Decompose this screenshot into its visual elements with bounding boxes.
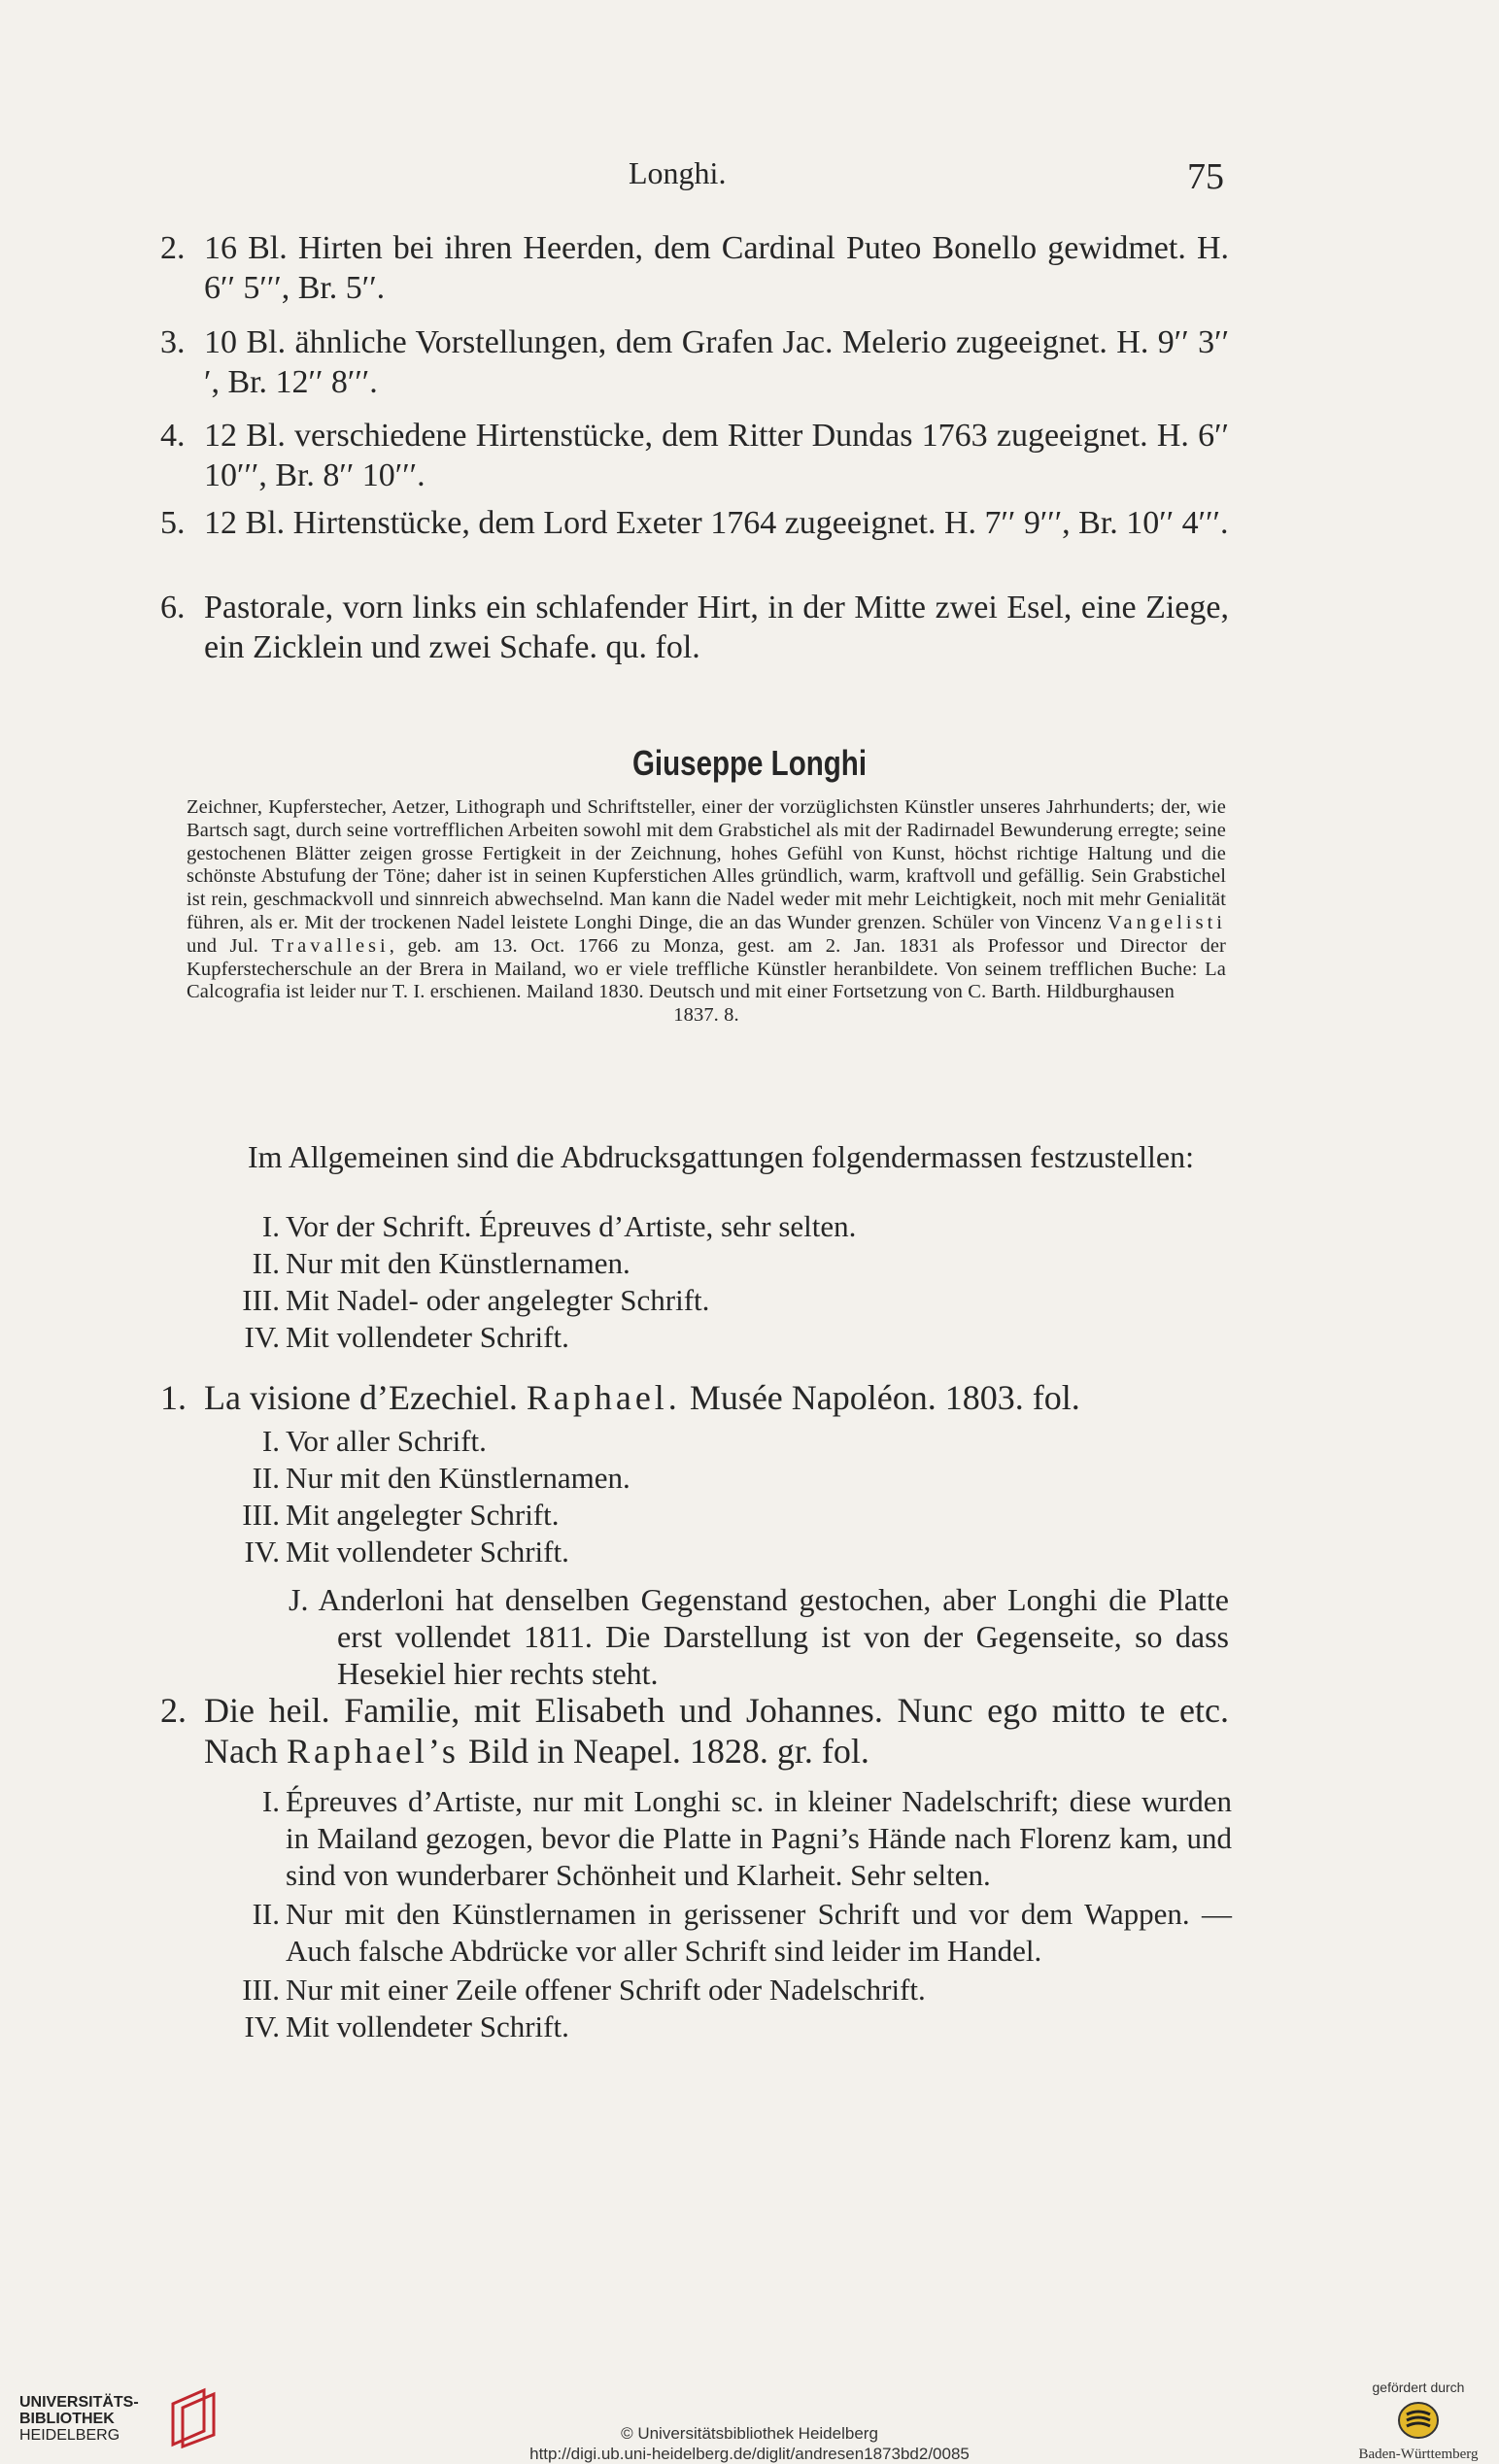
bio-text: und Jul. [187,934,258,957]
library-name-line: UNIVERSITÄTS- [19,2394,139,2411]
entry-title: La visione d’Ezechiel. [204,1378,518,1417]
footer-credits [0,2423,1499,2464]
state-item: IV. Mit vollendeter Schrift. [244,1535,569,1569]
copyright-text: © Universitätsbibliothek Heidelberg [621,2424,878,2443]
running-title: Longhi. [629,155,727,190]
entry-number: 4. [160,418,186,454]
entry-number: 2. [160,230,186,266]
library-name-line: BIBLIOTHEK [19,2411,115,2427]
state-item: III. Mit Nadel- oder angelegter Schrift. [242,1283,710,1317]
state-item: I. Vor aller Schrift. [261,1424,487,1458]
state-item: II. Nur mit den Künstlernamen in gerissener Schrift und vor dem Wappen. — Auch falsche Abdrücke vor aller Schrift sind leider im Handel. [252,1897,1232,1968]
state-item: II. Nur mit den Künstlernamen. [252,1461,630,1495]
entry-number: 5. [160,505,186,541]
entry-artist: Raphael. [526,1378,681,1417]
catalog-entry-1 [160,1377,1229,1418]
state-item: III. Mit angelegter Schrift. [242,1498,560,1532]
entry-text: Pastorale, vorn links ein schlafender Hirt, in der Mitte zwei Esel, eine Ziege, ein Zicklein und zwei Schafe. qu. fol. [204,590,1229,665]
entry-number: 6. [160,590,186,625]
state-item: IV. Mit vollendeter Schrift. [244,1320,569,1354]
page-number: 75 [1187,156,1224,197]
intro-paragraph: Im Allgemeinen sind die Abdrucksgattungen folgendermassen festzustellen: [248,1139,1194,1174]
bio-text: Zeichner, Kupferstecher, Aetzer, Lithograph und Schriftsteller, einer der vorzüglichsten Künstler unseres Jahrhunderts; der, wie Bartsch sagt, durch seine vortrefflichen Arbeiten sowohl mit dem Grabstichel als mit der Radirnadel Bewunderung erregte; seine gestochenen Blätter zeigen grosse Fertigkeit in der Zeichnung, hohes Gefühl von Kunst, höchst richtige Haltung und die schönste Abstufung der Töne; daher ist in seinen Kupferstichen Alles gründlich, warm, kraftvoll und gefällig. Sein Grabstichel ist rein, geschmackvoll und sinnreich abwechselnd. Man kann die Nadel weder mit mehr Leichtigkeit, noch mit mehr Genialität führen, als er. Mit der trockenen Nadel leistete Longhi Dinge, die an das Wunder grenzen. Schüler von Vincenz [187,796,1226,933]
funded-by-text: gefördert durch [1372,2380,1465,2395]
entry-text: 16 Bl. Hirten bei ihren Heerden, dem Cardinal Puteo Bonello gewidmet. H. 6′′ 5′′′, Br. 5′′. [204,230,1229,306]
state-item: I. Épreuves d’Artiste, nur mit Longhi sc. in kleiner Nadelschrift; diese wurden in Mailand gezogen, bevor die Platte in Pagni’s Hände nach Florenz kam, und sind von wunderbarer Schönheit und Klarheit. Sehr selten. [261,1784,1232,1892]
entry-title: Die heil. Familie, mit Elisabeth und Johannes. Nunc ego mitto te etc. Nach [204,1691,1229,1771]
catalog-entry [160,588,1229,667]
entry-number: 3. [160,324,186,360]
general-states-list [221,1208,1232,1356]
entry-artist: Raphael’s [286,1732,460,1771]
running-header [160,155,1224,204]
entry2-states-list [221,1783,1232,2045]
bio-end: 1837. 8. [673,1004,739,1027]
bio-text: , geb. am 13. Oct. 1766 zu Monza, gest. am 2. Jan. 1831 als Professor und Director der Kupferstecherschule an der Brera in Mailand, wo er viele treffliche Künstler heranbildete. Von seinem trefflichen Buche: La Calcografia ist leider nur T. I. erschienen. Mailand 1830. Deutsch und mit einer Fortsetzung von C. Barth. Hildburghausen [187,934,1226,1003]
state-coat-of-arms-icon [1397,2401,1440,2440]
entry1-note: J. Anderloni hat denselben Gegenstand gestochen, aber Longhi die Platte erst vollendet 1811. Die Darstellung ist von der Gegenseite, so dass Hesekiel hier rechts steht. [289,1582,1229,1691]
state-item: I. Vor der Schrift. Épreuves d’Artiste, sehr selten. [261,1209,857,1243]
artist-biography [187,796,1226,1028]
catalog-entry [160,228,1229,308]
library-name-line: HEIDELBERG [19,2427,120,2444]
state-item: III. Nur mit einer Zeile offener Schrift oder Nadelschrift. [242,1973,926,2007]
catalog-entry [160,322,1229,402]
section-heading: Giuseppe Longhi [631,743,868,783]
source-url[interactable]: http://digi.ub.uni-heidelberg.de/diglit/andresen1873bd2/0085 [529,2445,970,2463]
funding-logo [1355,2380,1482,2463]
teacher-name: Travallesi [271,934,390,957]
catalog-entry [160,416,1229,495]
entry-details: Musée Napoléon. 1803. fol. [689,1378,1080,1417]
entry-details: Bild in Neapel. 1828. gr. fol. [467,1732,869,1771]
catalog-entry [160,503,1229,543]
entry-number: 1. [160,1378,187,1417]
state-item: IV. Mit vollendeter Schrift. [244,2009,569,2043]
teacher-name: Vangelisti [1107,911,1226,933]
entry-text: 10 Bl. ähnliche Vorstellungen, dem Grafen Jac. Melerio zugeeignet. H. 9′′ 3′′′, Br. 12′′ 8′′′. [204,324,1229,400]
entry-text: 12 Bl. Hirtenstücke, dem Lord Exeter 1764 zugeeignet. H. 7′′ 9′′′, Br. 10′′ 4′′′. [204,505,1229,541]
catalog-entry-2 [160,1690,1229,1772]
state-name: Baden-Württemberg [1358,2447,1479,2462]
state-item: II. Nur mit den Künstlernamen. [252,1246,630,1280]
entry1-states-list [221,1423,1232,1570]
entry-text: 12 Bl. verschiedene Hirtenstücke, dem Ritter Dundas 1763 zugeeignet. H. 6′′ 10′′′, Br. 8′′ 10′′′. [204,418,1229,493]
entry-number: 2. [160,1691,187,1730]
